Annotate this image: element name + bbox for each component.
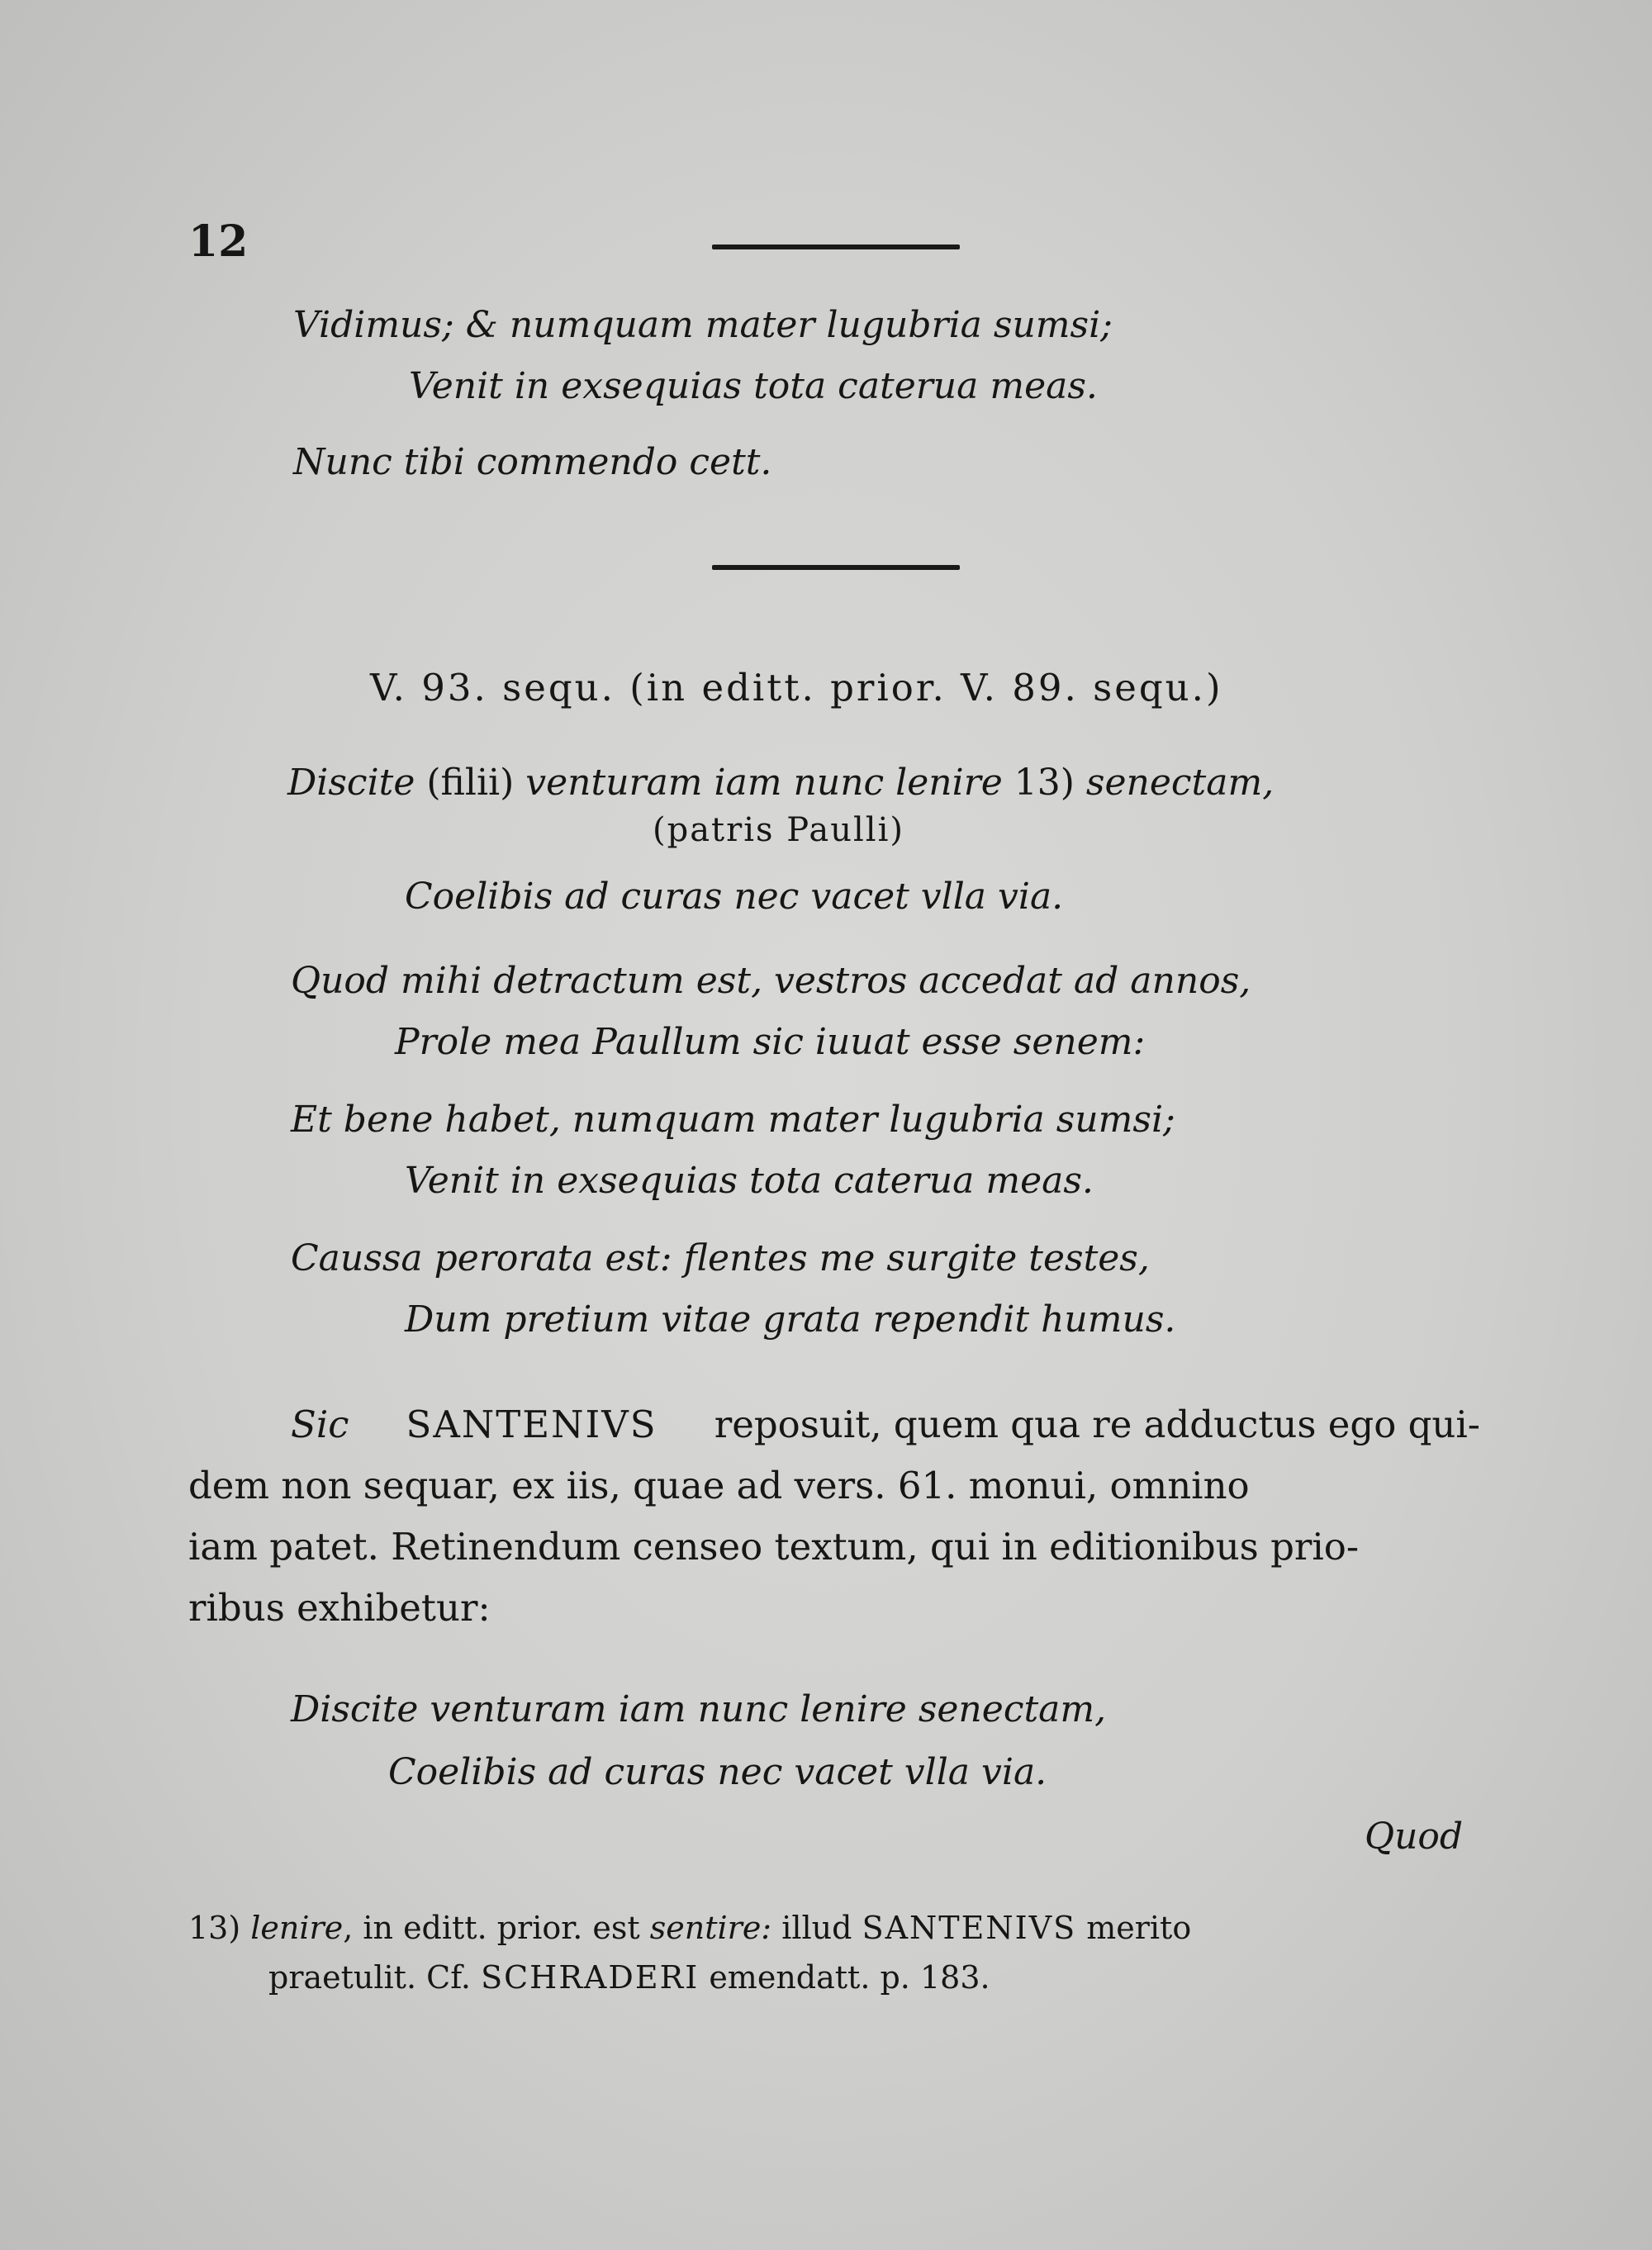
footnote-ref: 13) (1014, 762, 1075, 804)
verse-line: Prole mea Paullum sic iuuat esse senem: (395, 1021, 1146, 1063)
verse-line: Venit in exsequias tota caterua meas. (409, 365, 1098, 407)
footnote-line (188, 1910, 1191, 1946)
verse-line: Quod mihi detractum est, vestros accedat ad annos, (291, 960, 1251, 1002)
footnote-ref: 13) (188, 1910, 241, 1946)
page-number: 12 (188, 216, 249, 267)
footnote-text: praetulit. Cf. (268, 1959, 471, 1996)
verse-word: senectam, (1085, 762, 1275, 804)
verse-line: Nunc tibi commendo cett. (293, 441, 772, 483)
verse-line: Vidimus; & numquam mater lugubria sumsi; (293, 304, 1113, 346)
catchword: Quod (1365, 1816, 1464, 1858)
paragraph-text: reposuit, quem qua re adductus ego qui- (714, 1403, 1480, 1446)
verse-line: Dum pretium vitae grata rependit humus. (405, 1298, 1176, 1341)
parenthetical: (filii) (426, 762, 515, 804)
paragraph-line: ribus exhibetur: (188, 1586, 491, 1630)
verse-line-1 (287, 762, 1274, 804)
footnote-text: illud (781, 1910, 852, 1946)
section-heading: V. 93. sequ. (in editt. prior. V. 89. sequ.) (370, 666, 1223, 710)
paragraph-word: Sic (291, 1403, 349, 1446)
verse-line: Caussa perorata est: flentes me surgite testes, (291, 1237, 1150, 1279)
paragraph-line: dem non sequar, ex iis, quae ad vers. 61. monui, omnino (188, 1464, 1250, 1507)
interlinear-note: (patris Paulli) (653, 811, 904, 849)
footnote-text: emendatt. p. 183. (709, 1959, 990, 1996)
footnote-text: , in editt. prior. est (343, 1910, 640, 1946)
verse-word: Discite (287, 762, 415, 804)
author-name: SCHRADERI (481, 1959, 700, 1996)
footnote-word: lenire (250, 1910, 344, 1946)
author-name: SANTENIVS (406, 1403, 657, 1446)
paragraph-line (291, 1403, 1480, 1446)
verse-line: Venit in exsequias tota caterua meas. (405, 1160, 1094, 1202)
verse-line: Discite venturam iam nunc lenire senectam, (291, 1688, 1107, 1730)
footnote-word: sentire: (649, 1910, 772, 1946)
author-name: SANTENIVS (862, 1910, 1077, 1946)
middle-rule (712, 565, 960, 570)
top-rule (712, 244, 960, 249)
verse-word: venturam iam nunc lenire (525, 762, 1003, 804)
paragraph-line: iam patet. Retinendum censeo textum, qui in editionibus prio- (188, 1525, 1360, 1569)
footnote-line (268, 1959, 990, 1996)
verse-line: Coelibis ad curas nec vacet vlla via. (405, 876, 1064, 918)
footnote-text: merito (1086, 1910, 1192, 1946)
verse-line: Coelibis ad curas nec vacet vlla via. (388, 1751, 1047, 1793)
verse-line: Et bene habet, numquam mater lugubria sumsi; (291, 1099, 1175, 1141)
